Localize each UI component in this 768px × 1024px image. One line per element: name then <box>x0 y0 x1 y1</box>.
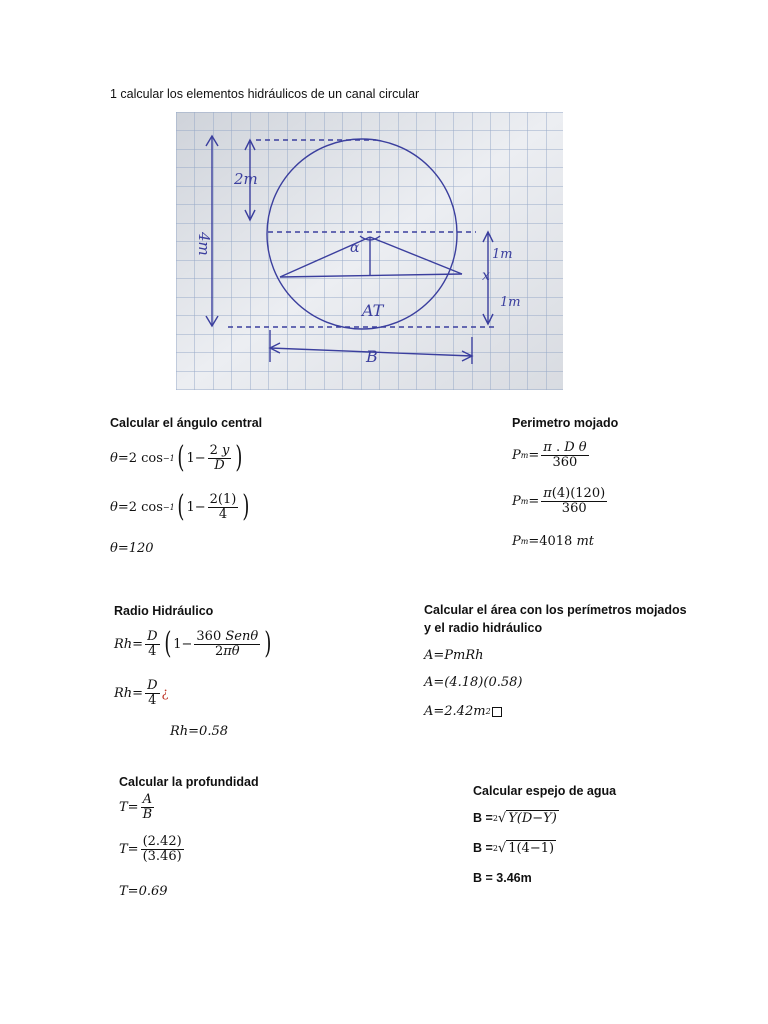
canal-diagram <box>176 112 563 390</box>
equation-perimetro-result: P m =4018 mt <box>512 534 595 549</box>
equation-area-2: A=(4.18)(0.58) <box>424 675 523 690</box>
label-1m-bottom: 1m <box>500 295 521 310</box>
box-placeholder-glyph <box>492 707 502 717</box>
equation-angulo-1: θ =2 cos −1 ( 1− $\frac{2 y}{D}$ ) <box>110 440 243 475</box>
label-2m: 2m <box>234 170 258 188</box>
page-title: 1 calcular los elementos hidráulicos de un canal circular <box>110 87 420 101</box>
label-x: x <box>482 268 490 284</box>
equation-perimetro-2: P m = $\frac{\pi(4)(120)}{360}$ <box>512 486 606 516</box>
label-b: B <box>366 347 378 366</box>
label-area: AT <box>362 301 384 320</box>
heading-profundidad: Calcular la profundidad <box>119 775 259 789</box>
heading-espejo-agua: Calcular espejo de agua <box>473 784 617 798</box>
espejo-1-lhs: B = <box>473 811 493 825</box>
equation-radio-2: Rh = $\frac{D}{4}$ ¿ <box>114 678 169 708</box>
espejo-2-lhs: B = <box>473 841 493 855</box>
equation-area-result <box>424 704 502 719</box>
espejo-2-radicand: 1(4−1) <box>508 841 555 856</box>
equation-espejo-2: B = 2 √ 1(4−1) <box>473 840 555 856</box>
equation-espejo-1: B = 2 √ Y(D−Y) <box>473 810 557 826</box>
equation-radio-1: Rh = $\frac{D}{4}$ ( 1− $\frac{\text{360 Senθ}}{2\pi\theta}$ ) <box>114 626 272 661</box>
equation-angulo-2: θ =2 cos −1 ( 1− $\frac{2(1)}{4}$ ) <box>110 489 250 524</box>
heading-angulo-central: Calcular el ángulo central <box>110 416 263 430</box>
heading-perimetro-mojado: Perimetro mojado <box>512 416 619 430</box>
equation-angulo-result: θ=120 <box>110 541 154 556</box>
perimetro-value: =4018 <box>528 534 573 549</box>
equation-profundidad-result: T=0.69 <box>119 884 168 899</box>
equation-radio-result: Rh=0.58 <box>170 724 228 739</box>
label-4m: 4m <box>195 232 213 256</box>
equation-profundidad-1: T = $\frac{A}{B}$ <box>119 792 153 822</box>
heading-radio-hidraulico: Radio Hidráulico <box>114 604 214 618</box>
equation-perimetro-1: P m = $\frac{\text{π . D θ}}{360}$ <box>512 440 587 470</box>
equation-espejo-result: B = 3.46m <box>473 871 532 885</box>
heading-area: Calcular el área con los perímetros mojados y el radio hidráulico <box>424 603 687 635</box>
label-alpha: α <box>350 240 360 256</box>
perimetro-unit: mt <box>576 534 595 549</box>
espejo-1-radicand: Y(D−Y) <box>508 811 557 826</box>
equation-profundidad-2: T = $\frac{(2.42)}{(3.46)}$ <box>119 834 182 864</box>
area-value: A=2.42m <box>424 704 486 719</box>
hand-drawn-diagram-photo <box>176 112 563 390</box>
equation-area-1: A=PmRh <box>424 648 484 663</box>
area-exponent: 2 <box>485 707 491 716</box>
label-1m-top: 1m <box>492 247 513 262</box>
